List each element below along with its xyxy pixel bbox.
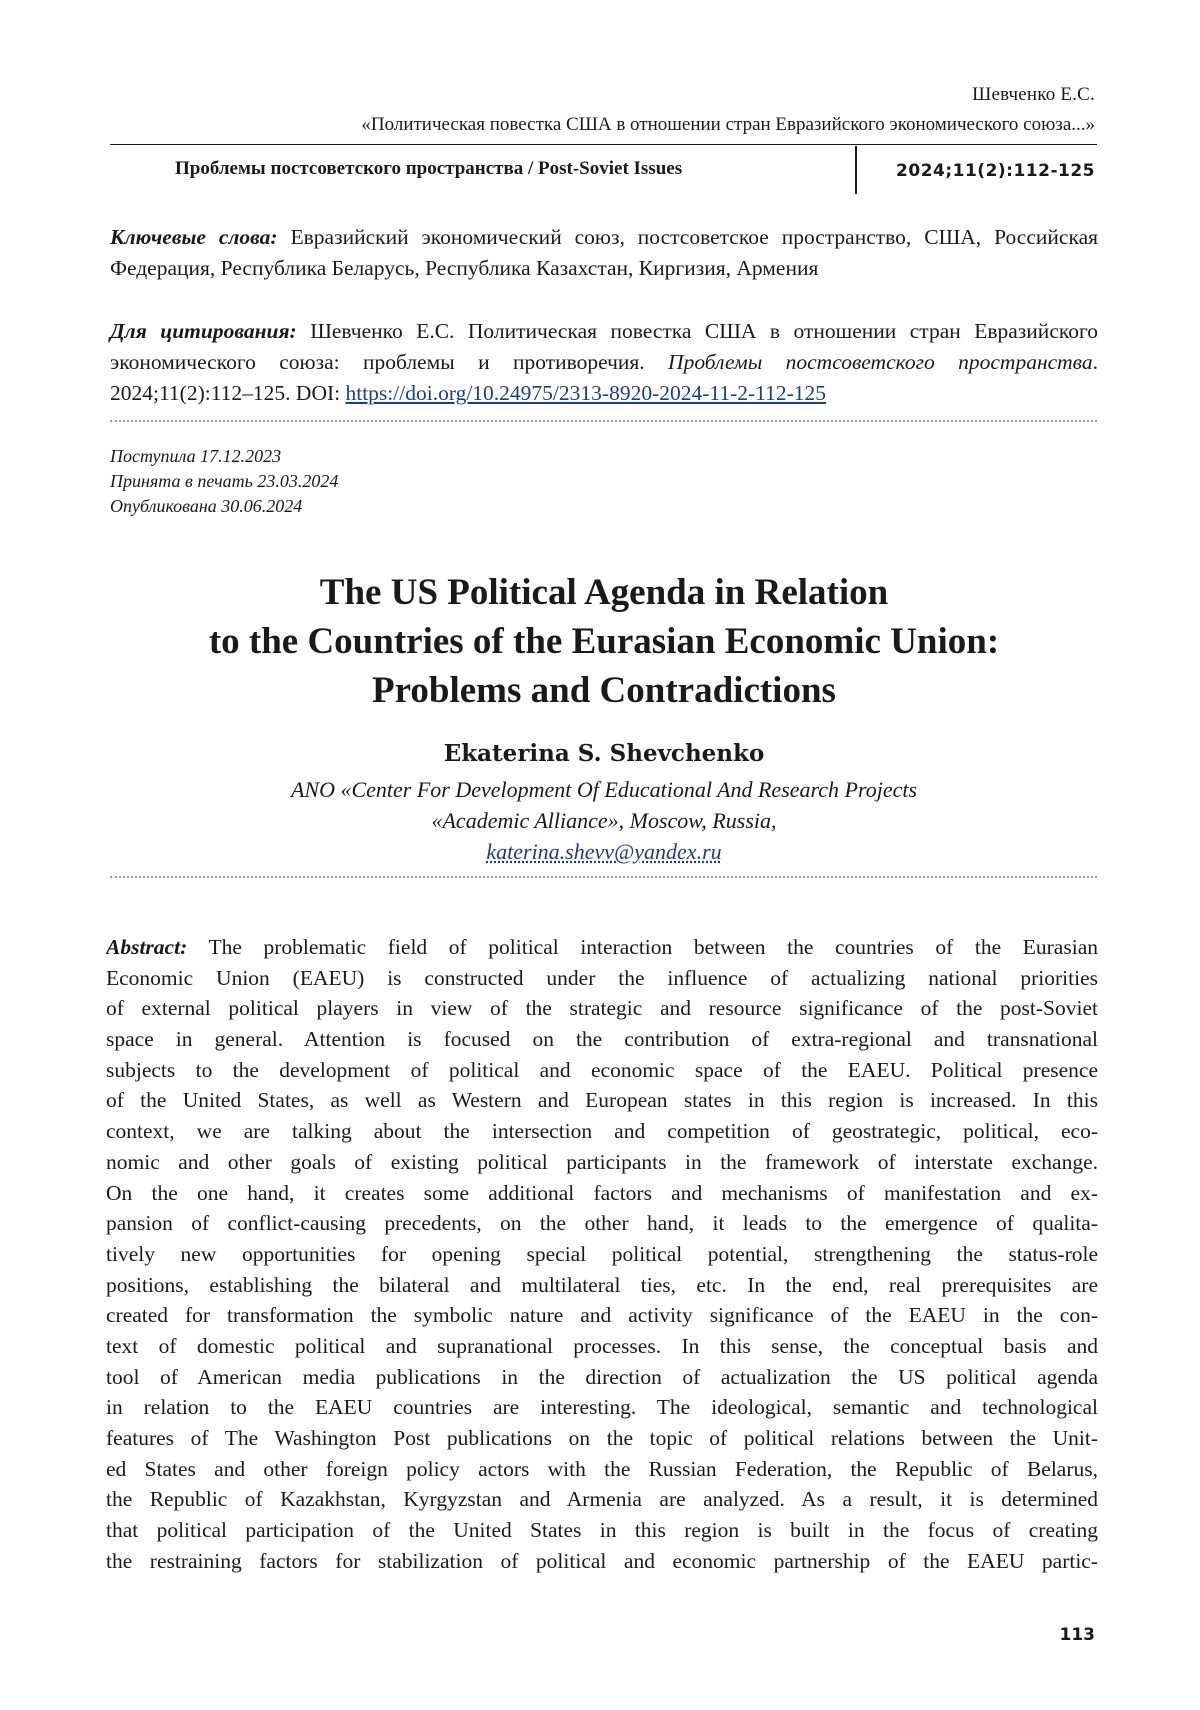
title-line: to the Countries of the Eurasian Economic Union: <box>110 617 1098 666</box>
abstract-line: positions, establishing the bilateral and multilateral ties, etc. In the end, real prerequisites are <box>106 1270 1098 1301</box>
abstract-line: in relation to the EAEU countries are interesting. The ideological, semantic and technological <box>106 1392 1098 1423</box>
author-affiliation <box>110 774 1098 867</box>
header-rule <box>110 144 1097 145</box>
page-number: 113 <box>1060 1625 1096 1645</box>
date-published: Опубликована 30.06.2024 <box>110 494 338 519</box>
abstract-line: features of The Washington Post publications on the topic of political relations between the Unit- <box>106 1423 1098 1454</box>
author-name: Ekaterina S. Shevchenko <box>110 740 1098 767</box>
issue-info: 2024;11(2):112-125 <box>896 161 1095 181</box>
citation-label: Для цитирования: <box>110 319 297 343</box>
date-accepted: Принята в печать 23.03.2024 <box>110 469 338 494</box>
keywords-text: Евразийский экономический союз, постсоветское пространство, США, Российская Федерация, Республика Беларусь, Республика Казахстан, Киргизия, Армения <box>110 225 1098 280</box>
running-header-title: «Политическая повестка США в отношении стран Евразийского экономического союза...» <box>361 114 1095 136</box>
abstract-line: tively new opportunities for opening special political potential, strengthening the status-role <box>106 1239 1098 1270</box>
abstract-line: subjects to the development of political and economic space of the EAEU. Political presence <box>106 1055 1098 1086</box>
abstract-line: that political participation of the United States in this region is built in the focus of creating <box>106 1515 1098 1546</box>
abstract-line: of external political players in view of the strategic and resource significance of the post-Soviet <box>106 993 1098 1024</box>
journal-name: Проблемы постсоветского пространства / Post-Soviet Issues <box>175 158 682 180</box>
abstract-line: text of domestic political and supranational processes. In this sense, the conceptual basis and <box>106 1331 1098 1362</box>
abstract-line: tool of American media publications in the direction of actualization the US political agenda <box>106 1362 1098 1393</box>
abstract-line: pansion of conflict-causing precedents, on the other hand, it leads to the emergence of qualita- <box>106 1208 1098 1239</box>
dotted-separator <box>110 420 1097 422</box>
abstract-line: ed States and other foreign policy actors with the Russian Federation, the Republic of Belarus, <box>106 1454 1098 1485</box>
abstract-line: Abstract: The problematic field of political interaction between the countries of the Eurasian <box>106 932 1098 963</box>
abstract-line: the Republic of Kazakhstan, Kyrgyzstan and Armenia are analyzed. As a result, it is determined <box>106 1484 1098 1515</box>
citation-issue: . 2024;11(2):112–125. DOI: <box>110 350 1098 405</box>
abstract-line: Economic Union (EAEU) is constructed under the influence of actualizing national priorities <box>106 963 1098 994</box>
abstract-line: created for transformation the symbolic nature and activity significance of the EAEU in the con- <box>106 1300 1098 1331</box>
author-email-link[interactable]: katerina.shevv@yandex.ru <box>486 839 721 864</box>
abstract-line: On the one hand, it creates some additional factors and mechanisms of manifestation and ex- <box>106 1178 1098 1209</box>
keywords-block <box>110 222 1098 284</box>
running-header-author: Шевченко Е.С. <box>972 84 1095 106</box>
abstract-line: nomic and other goals of existing political participants in the framework of interstate exchange. <box>106 1147 1098 1178</box>
affiliation-line: «Academic Alliance», Moscow, Russia, <box>110 805 1098 836</box>
abstract-line: the restraining factors for stabilization of political and economic partnership of the EAEU partic- <box>106 1546 1098 1577</box>
title-line: The US Political Agenda in Relation <box>110 568 1098 617</box>
citation-text: Шевченко Е.С. Политическая повестка США в отношении стран Евразийского экономического союза: проблемы и противоречия. <box>110 319 1098 374</box>
dotted-separator <box>110 876 1097 878</box>
article-page <box>0 0 1200 1710</box>
doi-link[interactable]: https://doi.org/10.24975/2313-8920-2024-11-2-112-125 <box>345 381 826 405</box>
abstract-line: space in general. Attention is focused on the contribution of extra-regional and transnational <box>106 1024 1098 1055</box>
abstract-label: Abstract: <box>106 935 187 959</box>
article-title <box>110 568 1098 715</box>
publication-dates <box>110 444 338 519</box>
header-divider <box>855 146 857 194</box>
keywords-label: Ключевые слова: <box>110 225 278 249</box>
citation-journal: Проблемы постсоветского пространства <box>668 350 1093 374</box>
abstract-line: context, we are talking about the intersection and competition of geostrategic, political, eco- <box>106 1116 1098 1147</box>
affiliation-line: ANO «Center For Development Of Educational And Research Projects <box>110 774 1098 805</box>
abstract-line: of the United States, as well as Western and European states in this region is increased. In this <box>106 1085 1098 1116</box>
citation-block <box>110 316 1098 409</box>
date-received: Поступила 17.12.2023 <box>110 444 338 469</box>
title-line: Problems and Contradictions <box>110 666 1098 715</box>
abstract <box>106 932 1098 1576</box>
